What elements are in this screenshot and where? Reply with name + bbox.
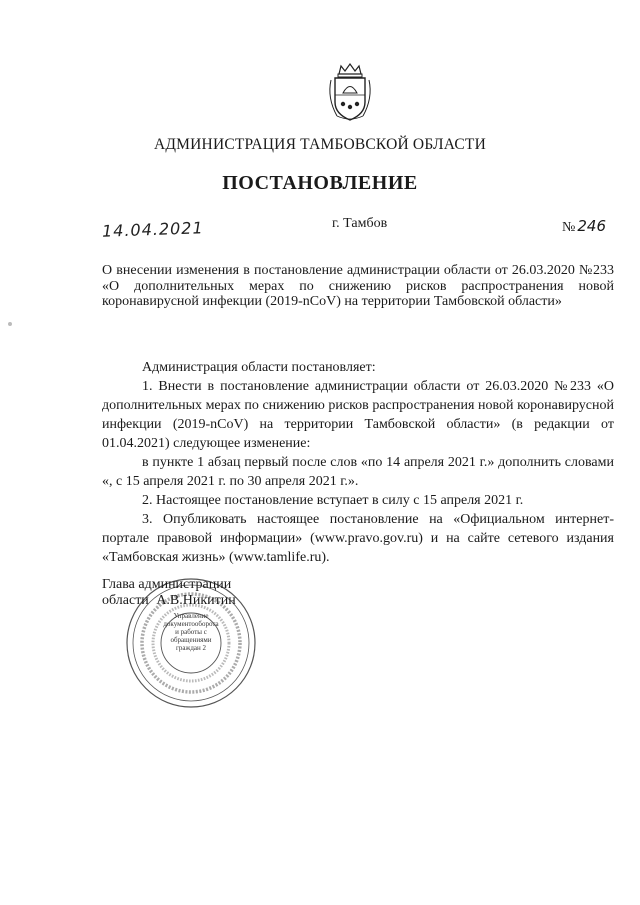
body-intro: Администрация области постановляет: bbox=[142, 360, 376, 375]
document-subject: О внесении изменения в постановление администрации области от 26.03.2020 №233 «О дополнительных мерах по снижению рисков распространения новой коронавирусной инфекции (2019-nCoV) на территории Тамбовской области» bbox=[102, 263, 614, 309]
seal-center-text: Управление документооборота и работы с обращениями граждан 2 bbox=[163, 612, 219, 652]
organization-name: АДМИНИСТРАЦИЯ ТАМБОВСКОЙ ОБЛАСТИ bbox=[154, 136, 486, 153]
document-number-block bbox=[562, 217, 606, 236]
signature-title-line-2 bbox=[102, 593, 236, 609]
signature-block bbox=[102, 577, 236, 609]
document-city: г. Тамбов bbox=[332, 216, 388, 231]
document-date: 14.04.2021 bbox=[101, 218, 204, 241]
document-type-title: ПОСТАНОВЛЕНИЕ bbox=[222, 172, 418, 194]
body-item-1-detail: в пункте 1 абзац первый после слов «по 14 апреля 2021 г.» дополнить словами «, с 15 апреля 2021 г. по 30 апреля 2021 г.». bbox=[102, 455, 614, 489]
signatory-name: А.В.Никитин bbox=[156, 593, 236, 608]
scan-margin-mark bbox=[8, 322, 12, 326]
signature-title-region: области bbox=[102, 593, 149, 608]
signature-title-line-1: Глава администрации bbox=[102, 577, 232, 592]
body-item-2: 2. Настоящее постановление вступает в силу с 15 апреля 2021 г. bbox=[142, 493, 524, 508]
body-item-1: 1. Внести в постановление администрации области от 26.03.2020 №233 «О дополнительных мерах по снижению рисков распространения новой коронавирусной инфекции (2019-nCoV) на территории Тамбовской области» (в редакции от 01.04.2021) следующее изменение: bbox=[102, 379, 614, 451]
document-number: 246 bbox=[577, 217, 606, 235]
body-item-3: 3. Опубликовать настоящее постановление на «Официальном интернет-портале правовой информации» (www.pravo.gov.ru) и на сайте сетевого издания «Тамбовская жизнь» (www.tamlife.ru). bbox=[102, 512, 614, 565]
number-sign: № bbox=[562, 220, 576, 235]
document-body bbox=[102, 358, 614, 567]
tambov-coat-of-arms-icon bbox=[325, 62, 375, 124]
